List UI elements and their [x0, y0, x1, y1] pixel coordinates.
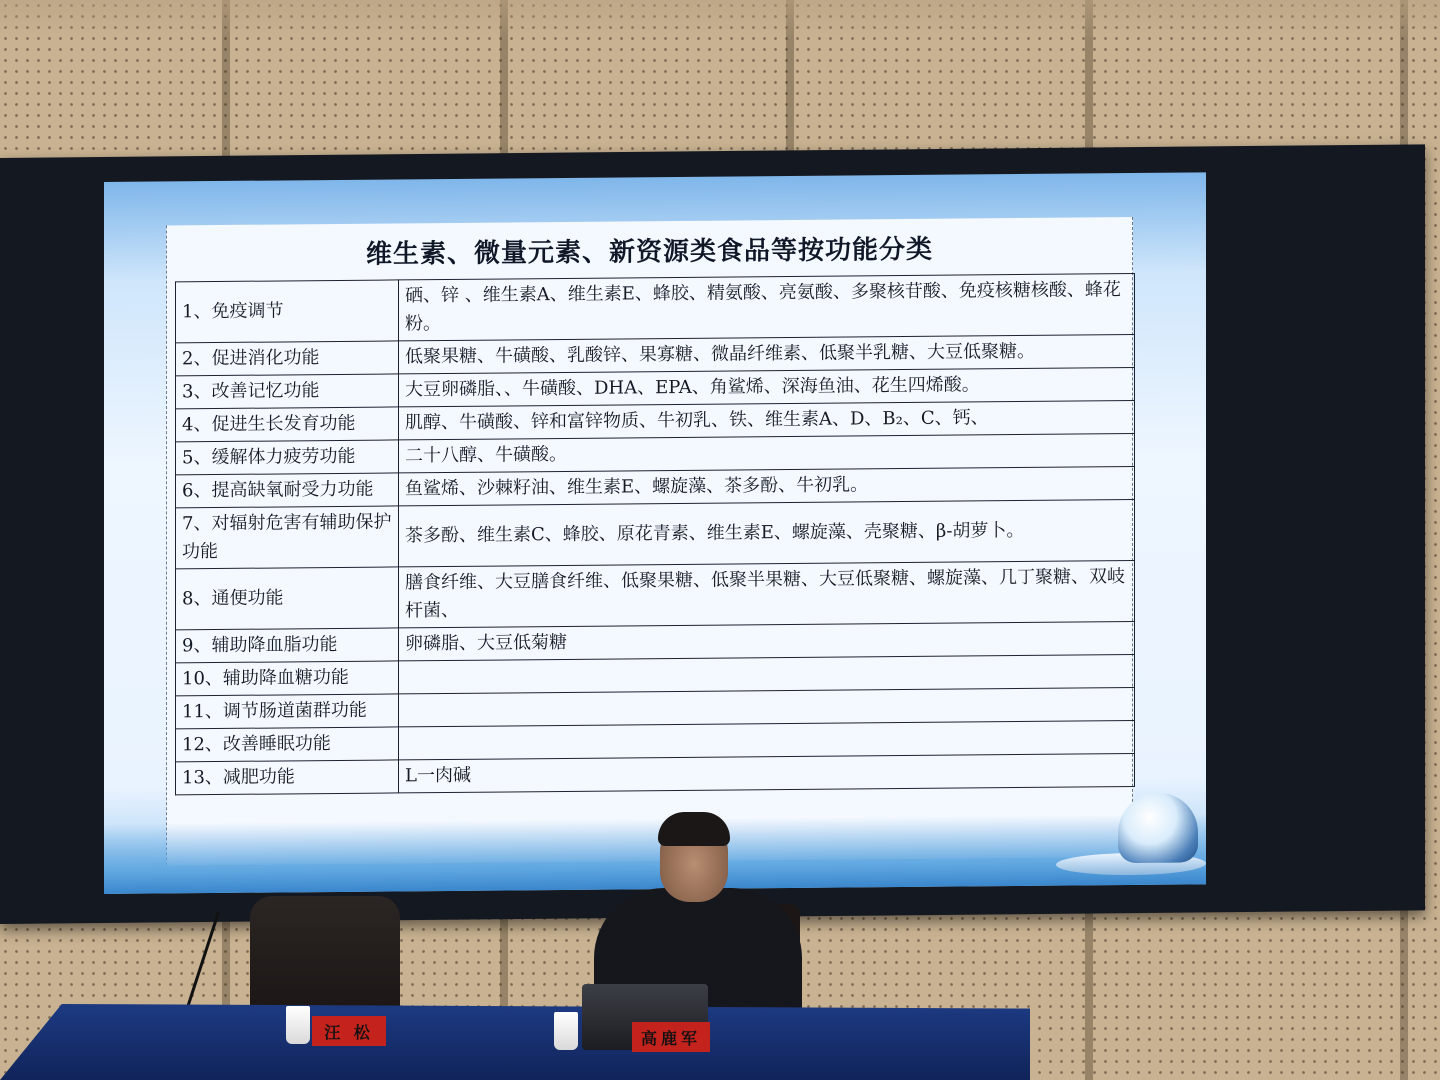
table-row — [176, 274, 1135, 343]
function-name-cell: 11、调节肠道菌群功能 — [176, 694, 399, 729]
table-row — [176, 561, 1135, 630]
function-name-cell: 3、改善记忆功能 — [176, 374, 399, 409]
projected-slide — [104, 172, 1206, 894]
function-name-cell: 13、减肥功能 — [176, 760, 399, 795]
table-row — [176, 754, 1135, 795]
function-name-cell: 1、免疫调节 — [176, 280, 399, 343]
function-table — [175, 273, 1135, 795]
function-name-cell: 6、提高缺氧耐受力功能 — [176, 473, 399, 508]
function-name-cell: 12、改善睡眠功能 — [176, 727, 399, 762]
function-name-cell: 2、促进消化功能 — [176, 341, 399, 376]
ingredient-list-cell: L一肉碱 — [399, 754, 1135, 793]
ingredient-list-cell: 茶多酚、维生素C、蜂胶、原花青素、维生素E、螺旋藻、壳聚糖、β-胡萝卜。 — [399, 500, 1135, 567]
porcelain-bowl-image — [1118, 792, 1198, 863]
table-row — [176, 500, 1135, 569]
slide-footer-decoration — [104, 814, 1206, 894]
nameplate-right: 高鹿军 — [632, 1022, 710, 1052]
ceiling-shadow — [0, 0, 1440, 40]
function-name-cell: 10、辅助降血糖功能 — [176, 661, 399, 696]
slide-title: 维生素、微量元素、新资源类食品等按功能分类 — [365, 234, 933, 270]
blue-desk — [0, 1004, 1030, 1080]
ingredient-list-cell: 低聚果糖、牛磺酸、乳酸锌、果寡糖、微晶纤维素、低聚半乳糖、大豆低聚糖。 — [399, 335, 1135, 374]
function-name-cell: 8、通便功能 — [176, 567, 399, 630]
paper-cup-right — [554, 1012, 578, 1050]
document-page — [166, 217, 1133, 865]
function-name-cell: 7、对辐射危害有辅助保护功能 — [176, 506, 399, 569]
function-name-cell: 5、缓解体力疲劳功能 — [176, 440, 399, 475]
ingredient-list-cell: 硒、锌 、维生素A、维生素E、蜂胶、精氨酸、亮氨酸、多聚核苷酸、免疫核糖核酸、蜂花粉。 — [399, 274, 1135, 341]
paper-cup-left — [286, 1006, 310, 1044]
ingredient-list-cell: 鱼鲨烯、沙棘籽油、维生素E、螺旋藻、茶多酚、牛初乳。 — [399, 467, 1135, 506]
ingredient-list-cell: 膳食纤维、大豆膳食纤维、低聚果糖、低聚半果糖、大豆低聚糖、螺旋藻、几丁聚糖、双岐杆菌、 — [399, 561, 1135, 628]
ingredient-list-cell: 二十八醇、牛磺酸。 — [399, 434, 1135, 473]
function-name-cell: 4、促进生长发育功能 — [176, 407, 399, 442]
ingredient-list-cell: 大豆卵磷脂、、牛磺酸、DHA、EPA、角鲨烯、深海鱼油、花生四烯酸。 — [399, 368, 1135, 407]
ingredient-list-cell: 肌醇、牛磺酸、锌和富锌物质、牛初乳、铁、维生素A、D、B₂、C、钙、 — [399, 401, 1135, 440]
ingredient-list-cell: 卵磷脂、大豆低菊糖 — [399, 622, 1135, 661]
presenter-hair — [658, 812, 730, 846]
function-name-cell: 9、辅助降血脂功能 — [176, 628, 399, 663]
nameplate-left: 汪 松 — [312, 1016, 386, 1046]
